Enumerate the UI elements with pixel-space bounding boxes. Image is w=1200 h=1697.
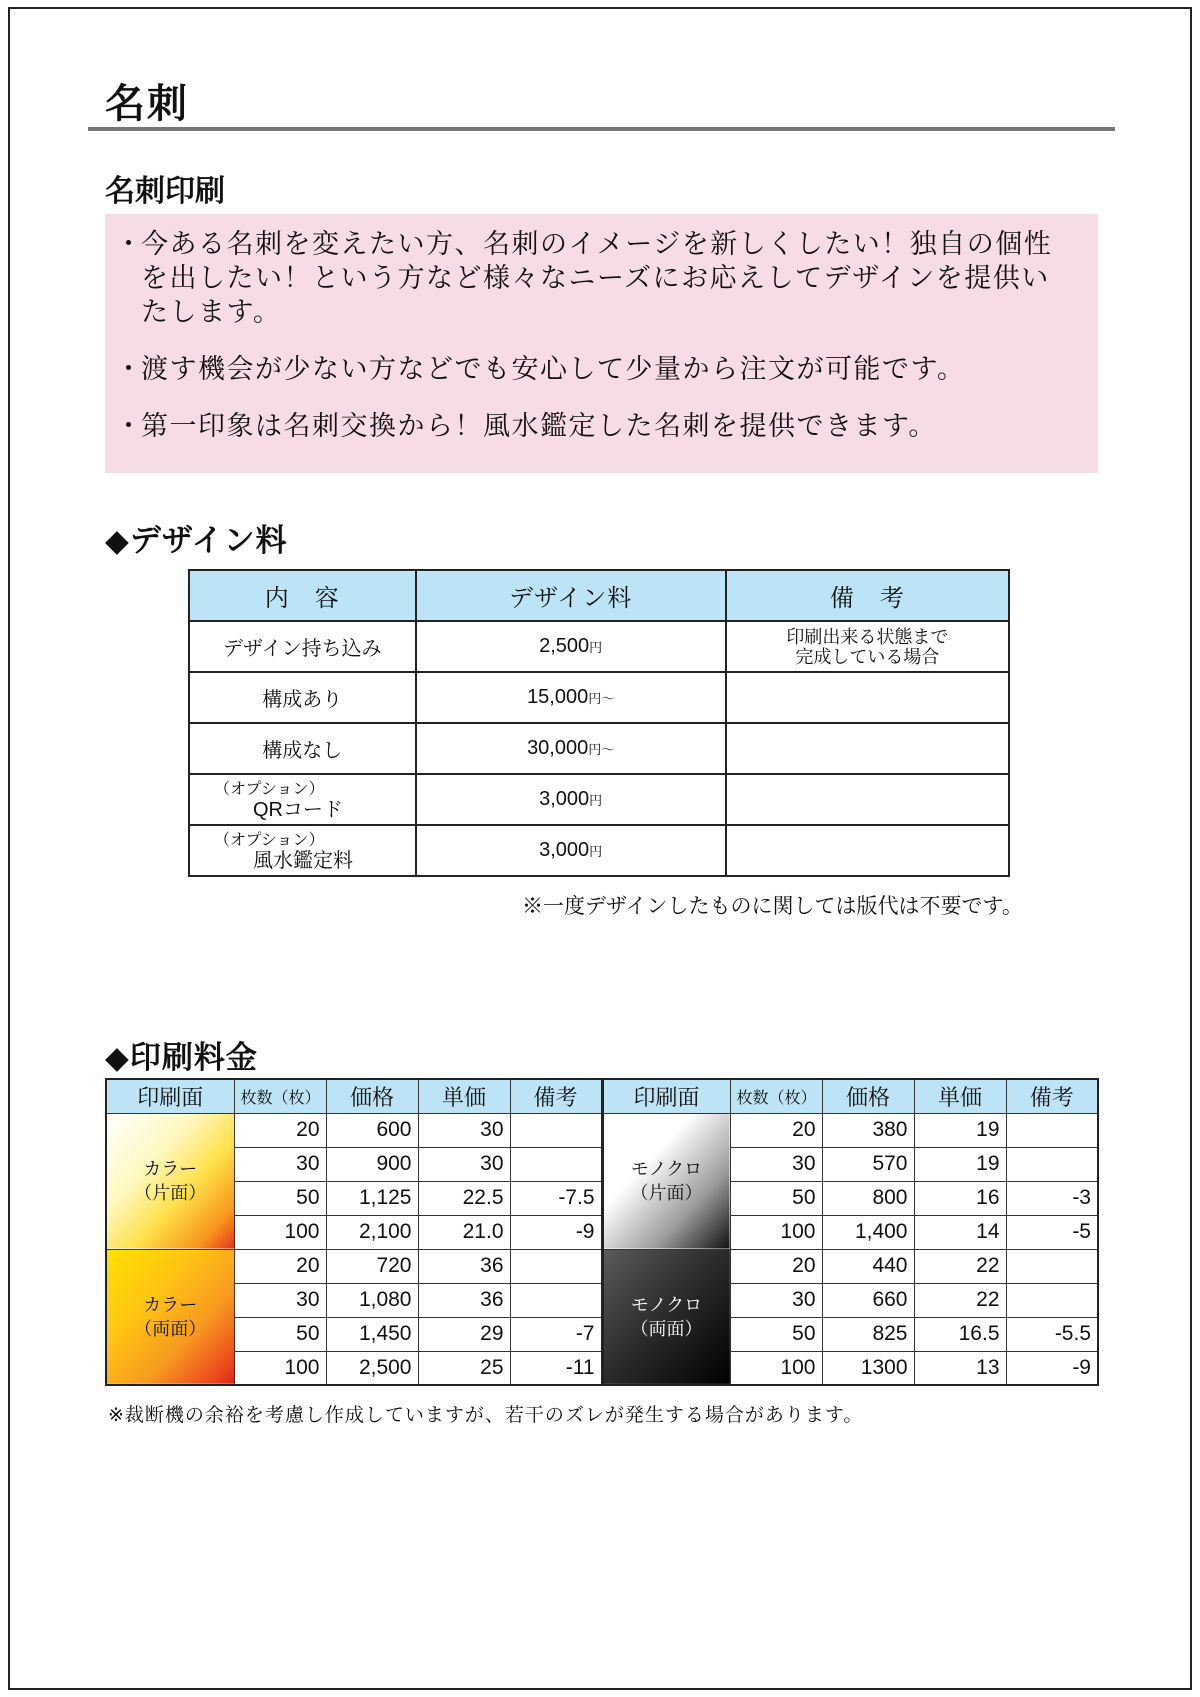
print-face-cell: カラー （片面） — [106, 1113, 234, 1249]
cell-content: 構成あり — [189, 672, 416, 723]
section-subtitle: 名刺印刷 — [105, 174, 225, 209]
cell-price: 660 — [822, 1283, 914, 1317]
cell-note: -7.5 — [510, 1181, 602, 1215]
cell-note — [1006, 1113, 1098, 1147]
cell-unit: 30 — [418, 1147, 510, 1181]
cell-unit: 19 — [914, 1113, 1006, 1147]
intro-box — [105, 214, 1098, 473]
cell-price: 600 — [326, 1113, 418, 1147]
table-row — [189, 774, 1009, 825]
design-fee-heading: ◆デザイン料 — [105, 523, 288, 559]
cell-price: 1,125 — [326, 1181, 418, 1215]
cell-qty: 100 — [730, 1215, 822, 1249]
page-title: 名刺 — [105, 81, 189, 127]
title-divider — [88, 127, 1115, 131]
intro-text: 今ある名刺を変えたい方、名刺のイメージを新しくしたい！独自の個性を出したい！という方など様々なニーズにお応えしてデザインを提供いたします。 — [141, 229, 1053, 328]
cell-qty: 30 — [730, 1147, 822, 1181]
cell-price: 1300 — [822, 1351, 914, 1385]
cell-note — [726, 672, 1009, 723]
header-price: 価格 — [822, 1079, 914, 1113]
header-note: 備 考 — [726, 570, 1009, 621]
header-note: 備考 — [1006, 1079, 1098, 1113]
cell-unit: 22.5 — [418, 1181, 510, 1215]
cell-unit: 16 — [914, 1181, 1006, 1215]
cell-note — [1006, 1249, 1098, 1283]
cell-note — [726, 723, 1009, 774]
header-face: 印刷面 — [106, 1079, 234, 1113]
table-row — [189, 621, 1009, 672]
table-row — [106, 1249, 1098, 1283]
cell-qty: 20 — [234, 1249, 326, 1283]
cell-note: -5.5 — [1006, 1317, 1098, 1351]
option-label: （オプション） — [214, 780, 325, 798]
cell-content — [189, 774, 416, 825]
cell-note — [510, 1249, 602, 1283]
cell-unit: 19 — [914, 1147, 1006, 1181]
header-fee: デザイン料 — [416, 570, 726, 621]
option-label: （オプション） — [214, 831, 325, 849]
cell-note: -3 — [1006, 1181, 1098, 1215]
cell-note: -9 — [510, 1215, 602, 1249]
cell-note — [1006, 1147, 1098, 1181]
cell-qty: 100 — [730, 1351, 822, 1385]
cell-unit: 22 — [914, 1283, 1006, 1317]
cell-qty: 20 — [730, 1249, 822, 1283]
cell-note: -9 — [1006, 1351, 1098, 1385]
cell-note: -7 — [510, 1317, 602, 1351]
print-fee-heading: ◆印刷料金 — [105, 1040, 258, 1076]
fee-suffix: 円〜 — [588, 691, 615, 706]
fee-suffix: 円 — [589, 640, 603, 655]
fee-amount: 15,000 — [527, 686, 589, 708]
option-item: QRコード — [253, 798, 343, 821]
header-qty: 枚数（枚） — [730, 1079, 822, 1113]
table-row — [189, 723, 1009, 774]
cell-qty: 30 — [234, 1147, 326, 1181]
header-price: 価格 — [326, 1079, 418, 1113]
cell-qty: 100 — [234, 1215, 326, 1249]
cell-price: 800 — [822, 1181, 914, 1215]
cell-price: 2,100 — [326, 1215, 418, 1249]
cell-note: 印刷出来る状態まで 完成している場合 — [726, 621, 1009, 672]
fee-amount: 30,000 — [527, 737, 589, 759]
bullet-dot: ・ — [115, 354, 144, 385]
cell-price: 1,450 — [326, 1317, 418, 1351]
cell-note — [510, 1113, 602, 1147]
print-face-cell: カラー （両面） — [106, 1249, 234, 1385]
cell-price: 825 — [822, 1317, 914, 1351]
cell-note — [510, 1147, 602, 1181]
cell-fee — [416, 723, 726, 774]
table-row — [189, 825, 1009, 876]
cell-qty: 20 — [234, 1113, 326, 1147]
cell-price: 380 — [822, 1113, 914, 1147]
cell-note — [510, 1283, 602, 1317]
cell-qty: 50 — [234, 1181, 326, 1215]
cell-unit: 22 — [914, 1249, 1006, 1283]
header-qty: 枚数（枚） — [234, 1079, 326, 1113]
intro-bullet — [115, 410, 1078, 444]
cell-content: 構成なし — [189, 723, 416, 774]
header-unit: 単価 — [914, 1079, 1006, 1113]
cell-unit: 30 — [418, 1113, 510, 1147]
cell-price: 900 — [326, 1147, 418, 1181]
cell-note — [1006, 1283, 1098, 1317]
cell-qty: 50 — [730, 1181, 822, 1215]
table-row — [106, 1113, 1098, 1147]
cell-note: -5 — [1006, 1215, 1098, 1249]
bullet-dot: ・ — [115, 411, 144, 442]
intro-bullet — [115, 228, 1078, 330]
cell-qty: 30 — [234, 1283, 326, 1317]
cell-note — [726, 774, 1009, 825]
cell-qty: 50 — [730, 1317, 822, 1351]
cell-price: 1,080 — [326, 1283, 418, 1317]
print-footnote: ※裁断機の余裕を考慮し作成していますが、若干のズレが発生する場合があります。 — [108, 1404, 864, 1426]
design-footnote: ※一度デザインしたものに関しては版代は不要です。 — [522, 895, 1023, 918]
cell-unit: 14 — [914, 1215, 1006, 1249]
cell-qty: 30 — [730, 1283, 822, 1317]
cell-unit: 13 — [914, 1351, 1006, 1385]
header-face: 印刷面 — [602, 1079, 730, 1113]
cell-price: 1,400 — [822, 1215, 914, 1249]
table-header-row — [189, 570, 1009, 621]
fee-suffix: 円〜 — [588, 742, 615, 757]
fee-suffix: 円 — [589, 844, 603, 859]
table-row — [189, 672, 1009, 723]
header-note: 備考 — [510, 1079, 602, 1113]
cell-qty: 100 — [234, 1351, 326, 1385]
option-item: 風水鑑定料 — [253, 849, 353, 872]
cell-note — [726, 825, 1009, 876]
cell-unit: 25 — [418, 1351, 510, 1385]
cell-fee — [416, 621, 726, 672]
fee-amount: 2,500 — [539, 635, 590, 657]
intro-bullet — [115, 353, 1078, 387]
intro-text: 渡す機会が少ない方などでも安心して少量から注文が可能です。 — [141, 354, 966, 385]
cell-unit: 16.5 — [914, 1317, 1006, 1351]
design-fee-table — [188, 569, 1010, 877]
print-face-cell: モノクロ （片面） — [602, 1113, 730, 1249]
intro-text: 第一印象は名刺交換から！風水鑑定した名刺を提供できます。 — [141, 411, 937, 442]
fee-amount: 3,000 — [539, 788, 590, 810]
print-fee-table — [105, 1078, 1099, 1386]
print-face-cell: モノクロ （両面） — [602, 1249, 730, 1385]
cell-fee — [416, 774, 726, 825]
cell-price: 440 — [822, 1249, 914, 1283]
header-unit: 単価 — [418, 1079, 510, 1113]
cell-price: 2,500 — [326, 1351, 418, 1385]
cell-unit: 29 — [418, 1317, 510, 1351]
bullet-dot: ・ — [115, 229, 144, 260]
cell-qty: 50 — [234, 1317, 326, 1351]
cell-fee — [416, 672, 726, 723]
header-content: 内 容 — [189, 570, 416, 621]
cell-price: 570 — [822, 1147, 914, 1181]
cell-unit: 36 — [418, 1249, 510, 1283]
fee-amount: 3,000 — [539, 839, 590, 861]
cell-fee — [416, 825, 726, 876]
cell-unit: 21.0 — [418, 1215, 510, 1249]
cell-content: デザイン持ち込み — [189, 621, 416, 672]
table-header-row — [106, 1079, 1098, 1113]
cell-note: -11 — [510, 1351, 602, 1385]
cell-content — [189, 825, 416, 876]
cell-unit: 36 — [418, 1283, 510, 1317]
cell-qty: 20 — [730, 1113, 822, 1147]
fee-suffix: 円 — [589, 793, 603, 808]
cell-price: 720 — [326, 1249, 418, 1283]
